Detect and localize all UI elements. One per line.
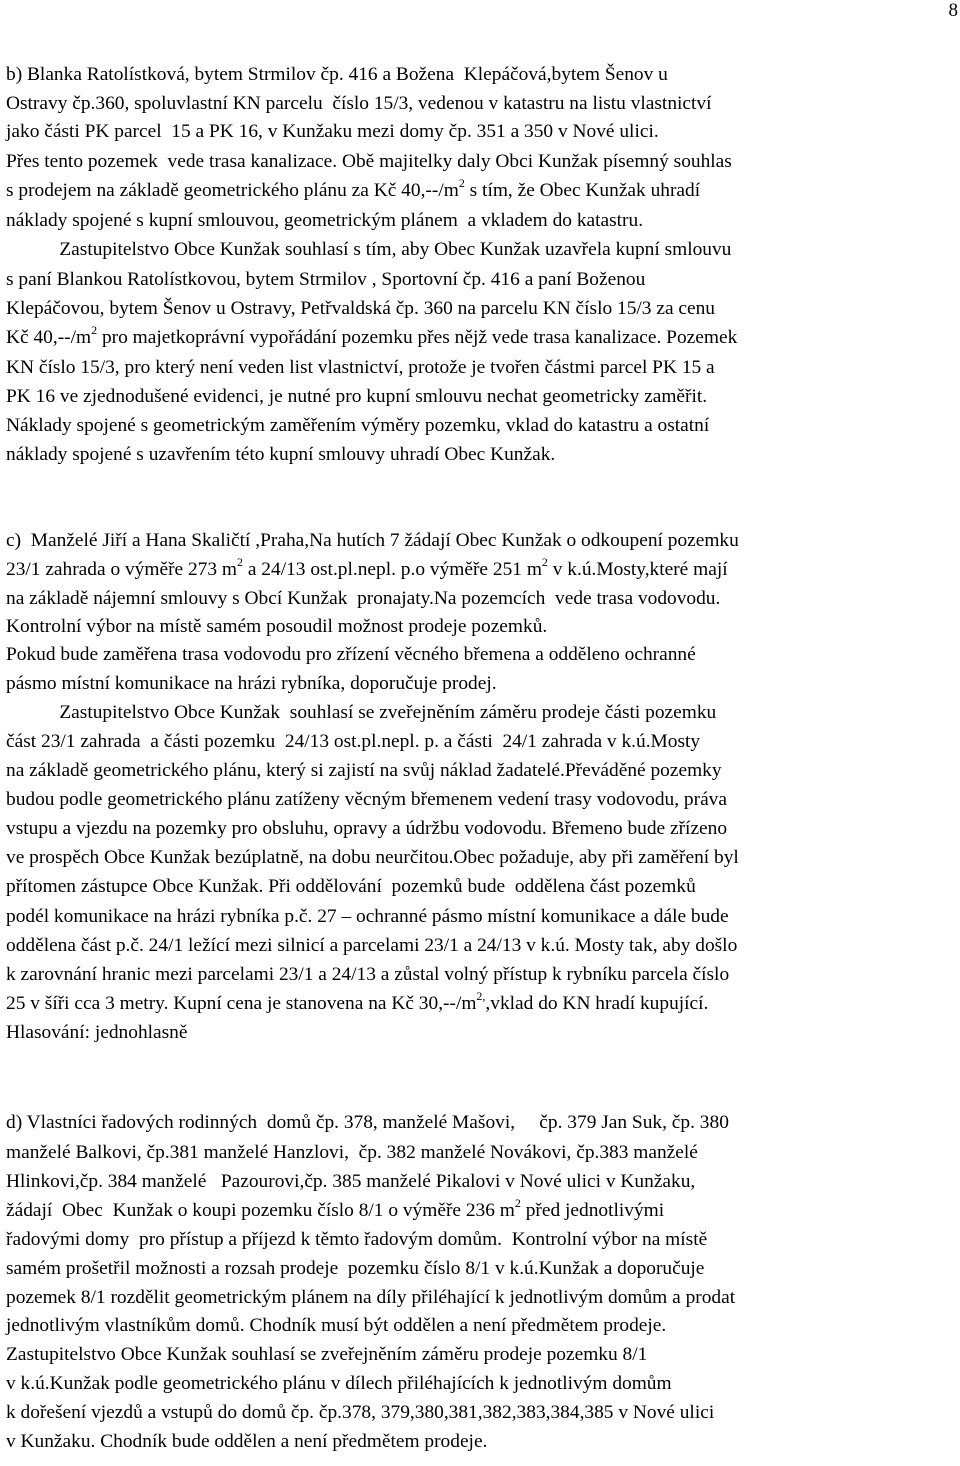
text-line (6, 1313, 666, 1339)
text-segment: na základě nájemní smlouvy s Obcí Kunžak pronajaty.Na pozemcích vede trasa vodovodu. (6, 588, 721, 609)
text-line (6, 874, 696, 900)
text-segment: Hlasování: jednohlasně (6, 1022, 188, 1043)
text-line (6, 413, 709, 439)
text-line (6, 442, 555, 468)
text-line (6, 62, 668, 88)
text-segment: pásmo místní komunikace na hrázi rybníka, doporučuje prodej. (6, 673, 497, 694)
text-line (6, 1110, 729, 1136)
text-line (6, 1020, 187, 1046)
text-segment: Klepáčovou, bytem Šenov u Ostravy, Petřvaldská čp. 360 na parcelu KN číslo 15/3 za cenu (6, 298, 715, 319)
text-line (6, 149, 732, 175)
text-line (6, 1227, 707, 1253)
text-segment: KN číslo 15/3, pro který není veden list vlastnictví, protože je tvořen částmi parcel PK 15 a (6, 357, 715, 378)
text-segment: pro majetkoprávní vypořádání pozemku přes nějž vede trasa kanalizace. Pozemek (97, 327, 738, 348)
text-line (6, 1169, 695, 1195)
text-line (6, 642, 696, 668)
text-line (6, 988, 709, 1017)
text-line (6, 845, 739, 871)
text-segment: PK 16 ve zjednodušené evidenci, je nutné pro kupní smlouvu nechat geometricky zaměřit. (6, 386, 708, 407)
text-line (6, 208, 643, 234)
text-segment: s paní Blankou Ratolístkovou, bytem Strmilov , Sportovní čp. 416 a paní Boženou (6, 269, 646, 290)
text-segment: k dořešení vjezdů a vstupů do domů čp. čp.378, 379,380,381,382,383,384,385 v Nové ulici (6, 1402, 715, 1423)
text-line (6, 586, 720, 612)
text-segment: s prodejem na základě geometrického plánu za Kč 40,--/m (6, 180, 459, 201)
text-line (6, 1371, 672, 1397)
superscript: 2 (91, 322, 98, 337)
text-line (6, 671, 497, 697)
text-segment: řadovými domy pro přístup a příjezd k těmto řadovým domům. Kontrolní výbor na místě (6, 1229, 708, 1250)
superscript: 2, (476, 988, 486, 1003)
text-line (6, 1400, 714, 1426)
text-segment: v k.ú.Mosty,které mají (547, 559, 728, 580)
text-segment: Náklady spojené s geometrickým zaměřením výměry pozemku, vklad do katastru a ostatní (6, 415, 710, 436)
text-segment: samém prošetřil možnosti a rozsah prodeje pozemku číslo 8/1 v k.ú.Kunžak a doporučuje (6, 1258, 705, 1279)
text-segment: 23/1 zahrada o výměře 273 m (6, 559, 237, 580)
text-line (6, 1285, 735, 1311)
text-segment: k zarovnání hranic mezi parcelami 23/1 a 24/13 a zůstal volný přístup k rybníku parcela číslo (6, 964, 730, 985)
text-segment: podél komunikace na hrázi rybníka p.č. 27 – ochranné pásmo místní komunikace a dále bude (6, 906, 729, 927)
text-line (6, 1256, 704, 1282)
text-segment: ,vklad do KN hradí kupující. (485, 993, 709, 1014)
text-segment: budou podle geometrického plánu zatíženy věcným břemenem vedení trasy vodovodu, práva (6, 789, 727, 810)
text-line (6, 758, 722, 784)
text-line (6, 322, 738, 351)
text-line (6, 933, 737, 959)
text-segment: Hlinkovi,čp. 384 manželé Pazourovi,čp. 385 manželé Pikalovi v Nové ulici v Kunžaku, (6, 1171, 696, 1192)
text-line (6, 384, 707, 410)
text-line (6, 119, 659, 145)
text-line (6, 528, 739, 554)
text-segment: Pokud bude zaměřena trasa vodovodu pro zřízení věcného břemena a odděleno ochranné (6, 644, 696, 665)
page-number: 8 (948, 0, 958, 21)
text-line (6, 1342, 647, 1368)
text-line (6, 355, 715, 381)
text-segment: Zastupitelstvo Obce Kunžak souhlasí s tím, aby Obec Kunžak uzavřela kupní smlouvu (6, 239, 732, 260)
text-segment: oddělena část p.č. 24/1 ležící mezi silnicí a parcelami 23/1 a 24/13 v k.ú. Mosty tak, aby došlo (6, 935, 738, 956)
text-segment: před jednotlivými (520, 1200, 665, 1221)
text-segment: v Kunžaku. Chodník bude oddělen a není předmětem prodeje. (6, 1431, 488, 1452)
text-line (6, 729, 700, 755)
text-segment: v k.ú.Kunžak podle geometrického plánu v dílech přiléhajících k jednotlivým domům (6, 1373, 672, 1394)
text-segment: vstupu a vjezdu na pozemky pro obsluhu, opravy a údržbu vodovodu. Břemeno bude zřízeno (6, 818, 728, 839)
text-segment: b) Blanka Ratolístková, bytem Strmilov čp. 416 a Božena Klepáčová,bytem Šenov u (6, 64, 668, 85)
text-line (6, 91, 711, 117)
text-line (6, 816, 727, 842)
text-segment: a 24/13 ost.pl.nepl. p.o výměře 251 m (243, 559, 542, 580)
text-segment: ve prospěch Obce Kunžak bezúplatně, na dobu neurčitou.Obec požaduje, aby při zaměření byl (6, 847, 739, 868)
text-segment: Ostravy čp.360, spoluvlastní KN parcelu číslo 15/3, vedenou v katastru na listu vlastnictví (6, 93, 712, 114)
text-segment: přítomen zástupce Obce Kunžak. Při oddělování pozemků bude oddělena část pozemků (6, 876, 696, 897)
superscript: 2 (458, 175, 465, 190)
text-line (6, 1140, 698, 1166)
text-segment: Zastupitelstvo Obce Kunžak souhlasí se zveřejněním záměru prodeje části pozemku (6, 702, 717, 723)
text-segment: jako části PK parcel 15 a PK 16, v Kunžaku mezi domy čp. 351 a 350 v Nové ulici. (6, 121, 659, 142)
text-segment: s tím, že Obec Kunžak uhradí (464, 180, 701, 201)
text-line (6, 1429, 487, 1455)
text-line (6, 1195, 665, 1224)
text-segment: žádají Obec Kunžak o koupi pozemku číslo 8/1 o výměře 236 m (6, 1200, 515, 1221)
text-segment: d) Vlastníci řadových rodinných domů čp. 378, manželé Mašovi, čp. 379 Jan Suk, čp. 380 (6, 1112, 729, 1133)
text-line (6, 175, 701, 204)
text-segment: náklady spojené s kupní smlouvou, geometrickým plánem a vkladem do katastru. (6, 210, 644, 231)
text-segment: Zastupitelstvo Obce Kunžak souhlasí se zveřejněním záměru prodeje pozemku 8/1 (6, 1344, 648, 1365)
text-segment: na základě geometrického plánu, který si zajistí na svůj náklad žadatelé.Převáděné pozemky (6, 760, 722, 781)
text-line (6, 296, 715, 322)
text-segment: pozemek 8/1 rozdělit geometrickým plánem na díly přiléhající k jednotlivým domům a prodat (6, 1287, 736, 1308)
superscript: 2 (514, 1195, 521, 1210)
text-line (6, 787, 727, 813)
superscript: 2 (237, 554, 243, 569)
text-segment: část 23/1 zahrada a části pozemku 24/13 ost.pl.nepl. p. a části 24/1 zahrada v k.ú.Mosty (6, 731, 701, 752)
text-line (6, 614, 547, 640)
text-line (6, 904, 729, 930)
text-line (6, 700, 716, 726)
text-line (6, 962, 729, 988)
text-segment: Kč 40,--/m (6, 327, 92, 348)
superscript: 2 (541, 554, 548, 569)
text-segment: jednotlivým vlastníkům domů. Chodník musí být oddělen a není předmětem prodeje. (6, 1315, 667, 1336)
text-segment: 25 v šíři cca 3 metry. Kupní cena je stanovena na Kč 30,--/m (6, 993, 477, 1014)
text-line (6, 267, 645, 293)
text-segment: manželé Balkovi, čp.381 manželé Hanzlovi, čp. 382 manželé Novákovi, čp.383 manželé (6, 1142, 698, 1163)
text-segment: náklady spojené s uzavřením této kupní smlouvy uhradí Obec Kunžak. (6, 444, 556, 465)
text-line (6, 237, 731, 263)
text-segment: c) Manželé Jiří a Hana Skaličtí ,Praha,Na hutích 7 žádají Obec Kunžak o odkoupení pozemku (6, 530, 739, 551)
text-segment: Kontrolní výbor na místě samém posoudil možnost prodeje pozemků. (6, 616, 548, 637)
text-segment: Přes tento pozemek vede trasa kanalizace. Obě majitelky daly Obci Kunžak písemný souhlas (6, 151, 732, 172)
text-line (6, 554, 728, 583)
